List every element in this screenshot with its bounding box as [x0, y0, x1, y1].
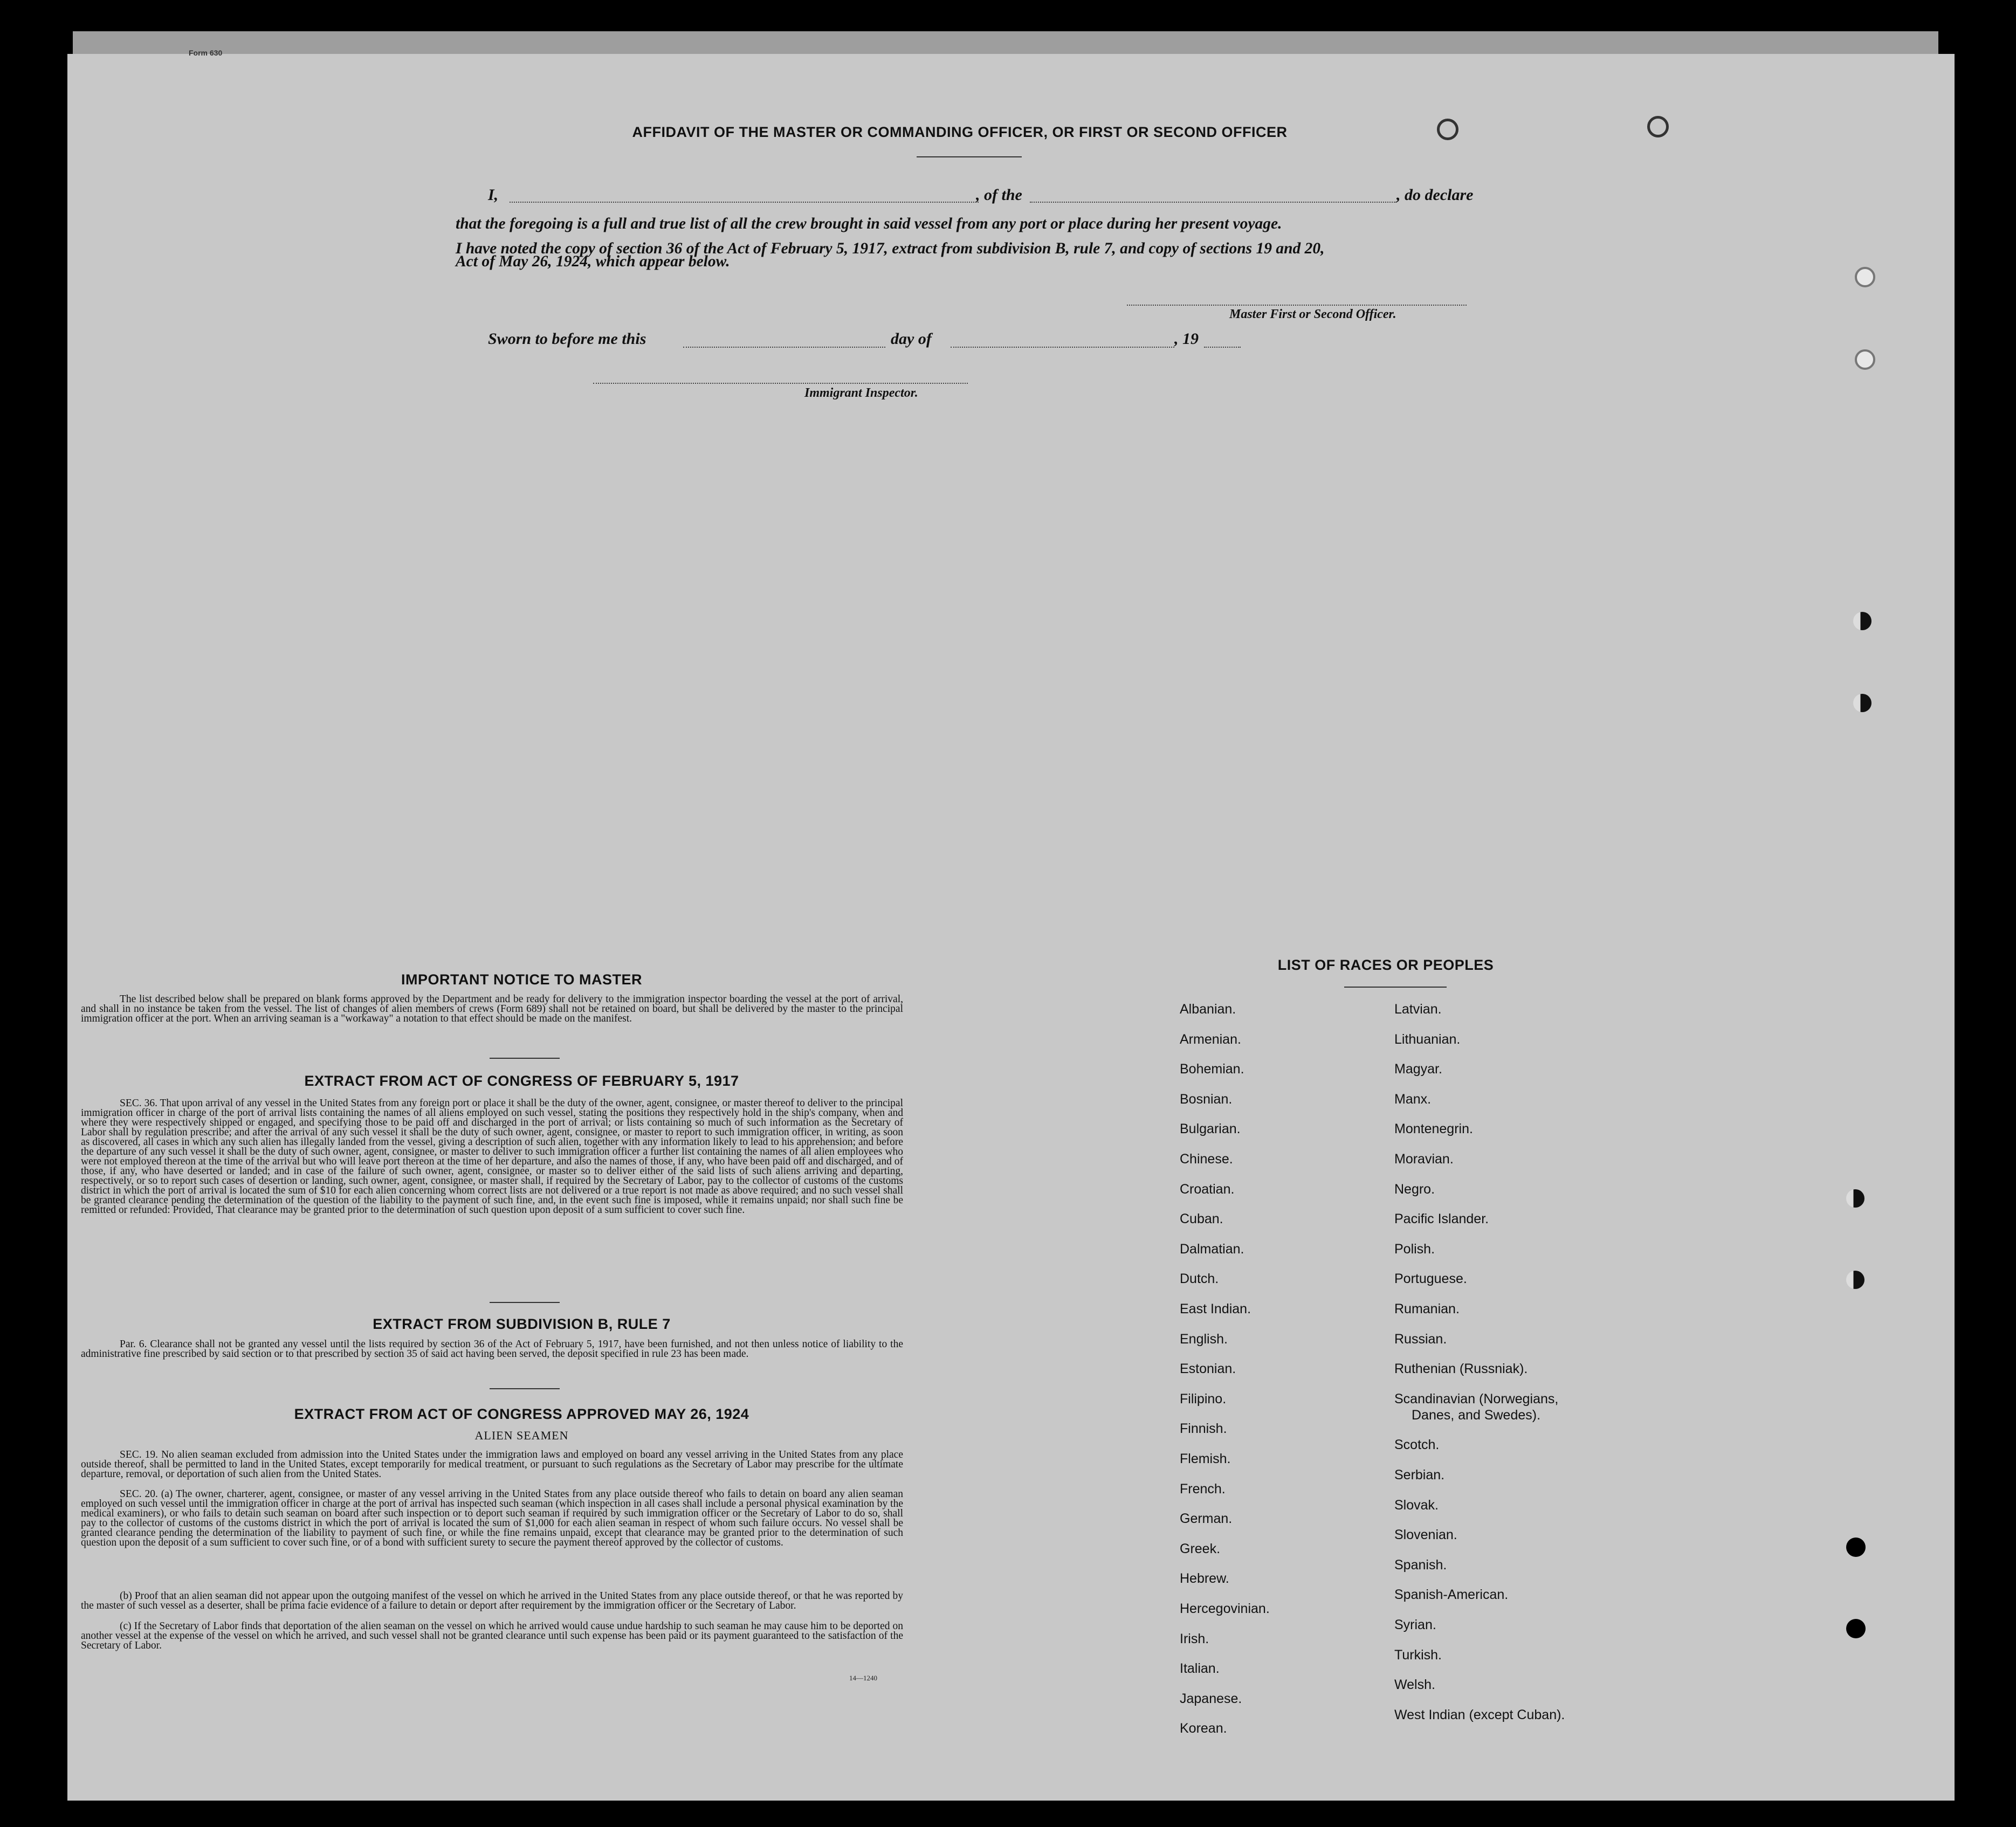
decl-line-2: that the foregoing is a full and true list of all the crew brought in said vessel from any port or place during her present voyage. — [456, 215, 1282, 232]
race-item: Portuguese. — [1394, 1271, 1467, 1286]
race-item: Serbian. — [1394, 1467, 1445, 1483]
race-item: Scandinavian (Norwegians, — [1394, 1391, 1559, 1407]
sec-20b-body: (b) Proof that an alien seaman did not appear upon the outgoing manifest of the vessel on which he arrived in the United States from any place outside thereof, or that he was reported by the master of such vessel as a deserter, shall be prima facie evidence of a failure to detain or deport after requirement by the immigration officer or the Secretary of Labor. — [81, 1590, 903, 1611]
decl-line-3: I have noted the copy of section 36 of the Act of February 5, 1917, extract from subdivision B, rule 7, and copy of sections 19 and 20, — [456, 240, 1325, 257]
extract-rule7-body: Par. 6. Clearance shall not be granted any vessel until the lists required by section 36 of the Act of February 5, 1917, have been furnished, and not then unless notice of liability to the administrative fine prescribed by said section or to that prescribed by section 35 of said act having been served, the deposit specified in rule 23 has been made. — [81, 1339, 903, 1360]
race-item: German. — [1180, 1511, 1233, 1526]
notice-body: The list described below shall be prepared on blank forms approved by the Department and be ready for delivery to the immigration inspector boarding the vessel at the port of arrival, and shall in no instance be taken from the vessel. The list of changes of alien members of crews (Form 689) shall not be retained on board, but shall be delivered by the master to the principal immigration officer at the port. When an arriving seaman is a "workaway" a notation to that effect should be made on the manifest. — [81, 994, 903, 1024]
punch-hole-icon — [1855, 267, 1875, 287]
race-item: Albanian. — [1180, 1002, 1236, 1017]
race-item: Manx. — [1394, 1092, 1432, 1107]
race-item: Flemish. — [1180, 1451, 1231, 1466]
race-item: Polish. — [1394, 1242, 1435, 1257]
form-number: Form 630 — [189, 49, 223, 57]
race-item: Syrian. — [1394, 1617, 1436, 1632]
race-item: East Indian. — [1180, 1301, 1251, 1316]
punch-hole-icon — [1647, 116, 1669, 137]
decl-i: I, — [488, 186, 499, 204]
race-item: Estonian. — [1180, 1361, 1236, 1376]
race-item: Irish. — [1180, 1631, 1209, 1646]
divider — [490, 1302, 560, 1303]
race-item: Armenian. — [1180, 1032, 1241, 1047]
race-item: Hercegovinian. — [1180, 1601, 1270, 1616]
race-item: Filipino. — [1180, 1391, 1227, 1407]
race-item: Rumanian. — [1394, 1301, 1460, 1316]
race-item: Pacific Islander. — [1394, 1211, 1489, 1226]
punch-hole-icon — [1846, 1271, 1864, 1289]
race-item: Italian. — [1180, 1661, 1220, 1676]
extract-rule7-title: EXTRACT FROM SUBDIVISION B, RULE 7 — [373, 1316, 671, 1332]
punch-hole-icon — [1846, 1538, 1866, 1557]
race-item: Japanese. — [1180, 1691, 1242, 1706]
print-code: 14—1240 — [849, 1674, 877, 1682]
master-signature-line — [1127, 305, 1467, 306]
divider — [1344, 987, 1447, 988]
race-item: Dutch. — [1180, 1271, 1219, 1286]
master-signature-label: Master First or Second Officer. — [1229, 307, 1396, 321]
race-item: Bohemian. — [1180, 1061, 1244, 1077]
race-item: Korean. — [1180, 1721, 1227, 1736]
race-item: Finnish. — [1180, 1421, 1227, 1436]
punch-hole-icon — [1846, 1189, 1864, 1208]
decl-line-4: Act of May 26, 1924, which appear below. — [456, 253, 730, 270]
race-item: West Indian (except Cuban). — [1394, 1707, 1565, 1722]
race-item: Bosnian. — [1180, 1092, 1233, 1107]
race-item: Dalmatian. — [1180, 1242, 1244, 1257]
race-item: Russian. — [1394, 1332, 1447, 1347]
race-item: Danes, and Swedes). — [1412, 1408, 1541, 1423]
race-item: Lithuanian. — [1394, 1032, 1461, 1047]
punch-hole-icon — [1437, 119, 1458, 140]
race-item: French. — [1180, 1481, 1226, 1497]
race-item: Moravian. — [1394, 1152, 1454, 1167]
race-item: Ruthenian (Russniak). — [1394, 1361, 1528, 1376]
sworn-day-of: day of — [891, 330, 932, 348]
race-item: Slovak. — [1394, 1498, 1439, 1513]
sworn-year-blank — [1204, 347, 1241, 348]
divider — [490, 1388, 560, 1389]
punch-hole-icon — [1853, 694, 1871, 712]
extract-1924-title: EXTRACT FROM ACT OF CONGRESS APPROVED MAY 26, 1924 — [294, 1406, 749, 1422]
extract-1917-title: EXTRACT FROM ACT OF CONGRESS OF FEBRUARY 5, 1917 — [304, 1073, 739, 1089]
affidavit-title: AFFIDAVIT OF THE MASTER OR COMMANDING OFFICER, OR FIRST OR SECOND OFFICER — [632, 124, 1288, 140]
race-item: Scotch. — [1394, 1437, 1440, 1452]
race-item: Greek. — [1180, 1541, 1221, 1556]
sec-20c-body: (c) If the Secretary of Labor finds that deportation of the alien seaman on the vessel on which he arrived would cause undue hardship to such seaman he may cause him to be deported on another vessel at the expense of the vessel on which he arrived, and such vessel shall not be granted clearance until such expense has been paid or its payment guaranteed to the satisfaction of the Secretary of Labor. — [81, 1621, 903, 1651]
race-item: Croatian. — [1180, 1182, 1235, 1197]
race-item: Negro. — [1394, 1182, 1435, 1197]
divider — [490, 1058, 560, 1059]
name-blank — [510, 202, 979, 203]
punch-hole-icon — [1855, 349, 1875, 370]
race-item: Welsh. — [1394, 1677, 1435, 1692]
punch-hole-icon — [1846, 1619, 1866, 1638]
punch-hole-icon — [1853, 612, 1871, 630]
notice-title: IMPORTANT NOTICE TO MASTER — [401, 971, 642, 988]
race-item: Chinese. — [1180, 1152, 1233, 1167]
extract-1924-subtitle: ALIEN SEAMEN — [474, 1429, 569, 1442]
divider — [917, 156, 1022, 157]
inspector-signature-line — [593, 383, 968, 384]
sworn-day-blank — [683, 347, 885, 348]
race-item: Spanish-American. — [1394, 1587, 1509, 1602]
race-item: Bulgarian. — [1180, 1121, 1241, 1136]
extract-1917-body: SEC. 36. That upon arrival of any vessel in the United States from any foreign port or place it shall be the duty of the owner, agent, consignee, or master thereof to deliver to the principal immigration officer in charge of the port of arrival lists containing the names of all aliens employed on such vessel, stating the positions they respectively hold in the ship's company, when and where they were respectively shipped or engaged, and specifying those to be paid off and discharged in the port of arrival; or lists containing so much of such information as the Secretary of Labor shall by regulation prescribe; and after the arrival of any such vessel it shall be the duty of such owner, agent, consignee, or master to report to such immigration officer, in writing, as soon as discovered, all cases in which any such alien has illegally landed from the vessel, giving a description of such alien, together with any information likely to lead to his apprehension; and before the departure of any such vessel it shall be the duty of such owner, agent, consignee, or master to deliver to such immigration officer a further list containing the names of all alien employees who were not employed thereon at the time of the arrival but who will leave port thereon at the time of her departure, and also the names of those, if any, who have been paid off and discharged, and of those, if any, who have deserted or landed; and in case of the failure of such owner, agent, consignee, or master so to deliver either of the said lists of such aliens arriving and departing, respectively, or so to report such cases of desertion or landing, such owner, agent, consignee, or master shall, if required by the Secretary of Labor, pay to the collector of customs of the customs district in which the port of arrival is located the sum of $10 for each alien concerning whom correct lists are not delivered or a true report is not made as above required; and no such vessel shall be granted clearance pending the determination of the question of the liability to the payment of such fine, and, in the event such fine is imposed, while it remains unpaid; nor shall such fine be remitted or refunded: Provided, That clearance may be granted prior to the determination of such question upon deposit of a sum sufficient to cover such fine. — [81, 1098, 903, 1216]
race-item: Spanish. — [1394, 1557, 1447, 1573]
race-item: Slovenian. — [1394, 1527, 1457, 1542]
inspector-label: Immigrant Inspector. — [804, 386, 918, 400]
race-item: Magyar. — [1394, 1061, 1442, 1077]
sworn-year: , 19 — [1174, 330, 1199, 348]
races-title: LIST OF RACES OR PEOPLES — [1277, 957, 1494, 973]
race-item: Turkish. — [1394, 1647, 1442, 1663]
decl-of-the: , of the — [976, 186, 1022, 204]
sec-19-body: SEC. 19. No alien seaman excluded from admission into the United States under the immigration laws and employed on board any vessel arriving in the United States from any place outside thereof, shall be permitted to land in the United States, except temporarily for medical treatment, or pursuant to such regulations as the Secretary of Labor may prescribe for the ultimate departure, removal, or deportation of such alien from the United States. — [81, 1449, 903, 1480]
sworn-prefix: Sworn to before me this — [488, 330, 646, 348]
vessel-blank — [1030, 202, 1396, 203]
decl-do-declare: , do declare — [1396, 186, 1474, 204]
sec-20a-body: SEC. 20. (a) The owner, charterer, agent, consignee, or master of any vessel arriving in the United States from any place outside thereof who fails to detain on board any alien seaman employed on such vessel until the immigration officer in charge at the port of arrival has inspected such seaman (which inspection in all cases shall include a personal physical examination by the medical examiners), or who fails to detain such seaman on board after such inspection or to deport such seaman if required by such immigration officer or the Secretary of Labor to do so, shall pay to the collector of customs of the customs district in which the port of arrival is located the sum of $1,000 for each alien seaman in respect of whom such failure occurs. No vessel shall be granted clearance pending the determination of the liability to payment of such fine, or while the fine remains unpaid, except that clearance may be granted prior to the determination of such question upon the deposit of a sum sufficient to cover such fine, or of a bond with sufficient surety to secure the payment thereof approved by the collector of customs. — [81, 1488, 903, 1548]
race-item: Montenegrin. — [1394, 1121, 1473, 1136]
sworn-month-blank — [951, 347, 1174, 348]
race-item: Cuban. — [1180, 1211, 1223, 1226]
race-item: English. — [1180, 1332, 1228, 1347]
race-item: Hebrew. — [1180, 1571, 1229, 1586]
race-item: Latvian. — [1394, 1002, 1442, 1017]
